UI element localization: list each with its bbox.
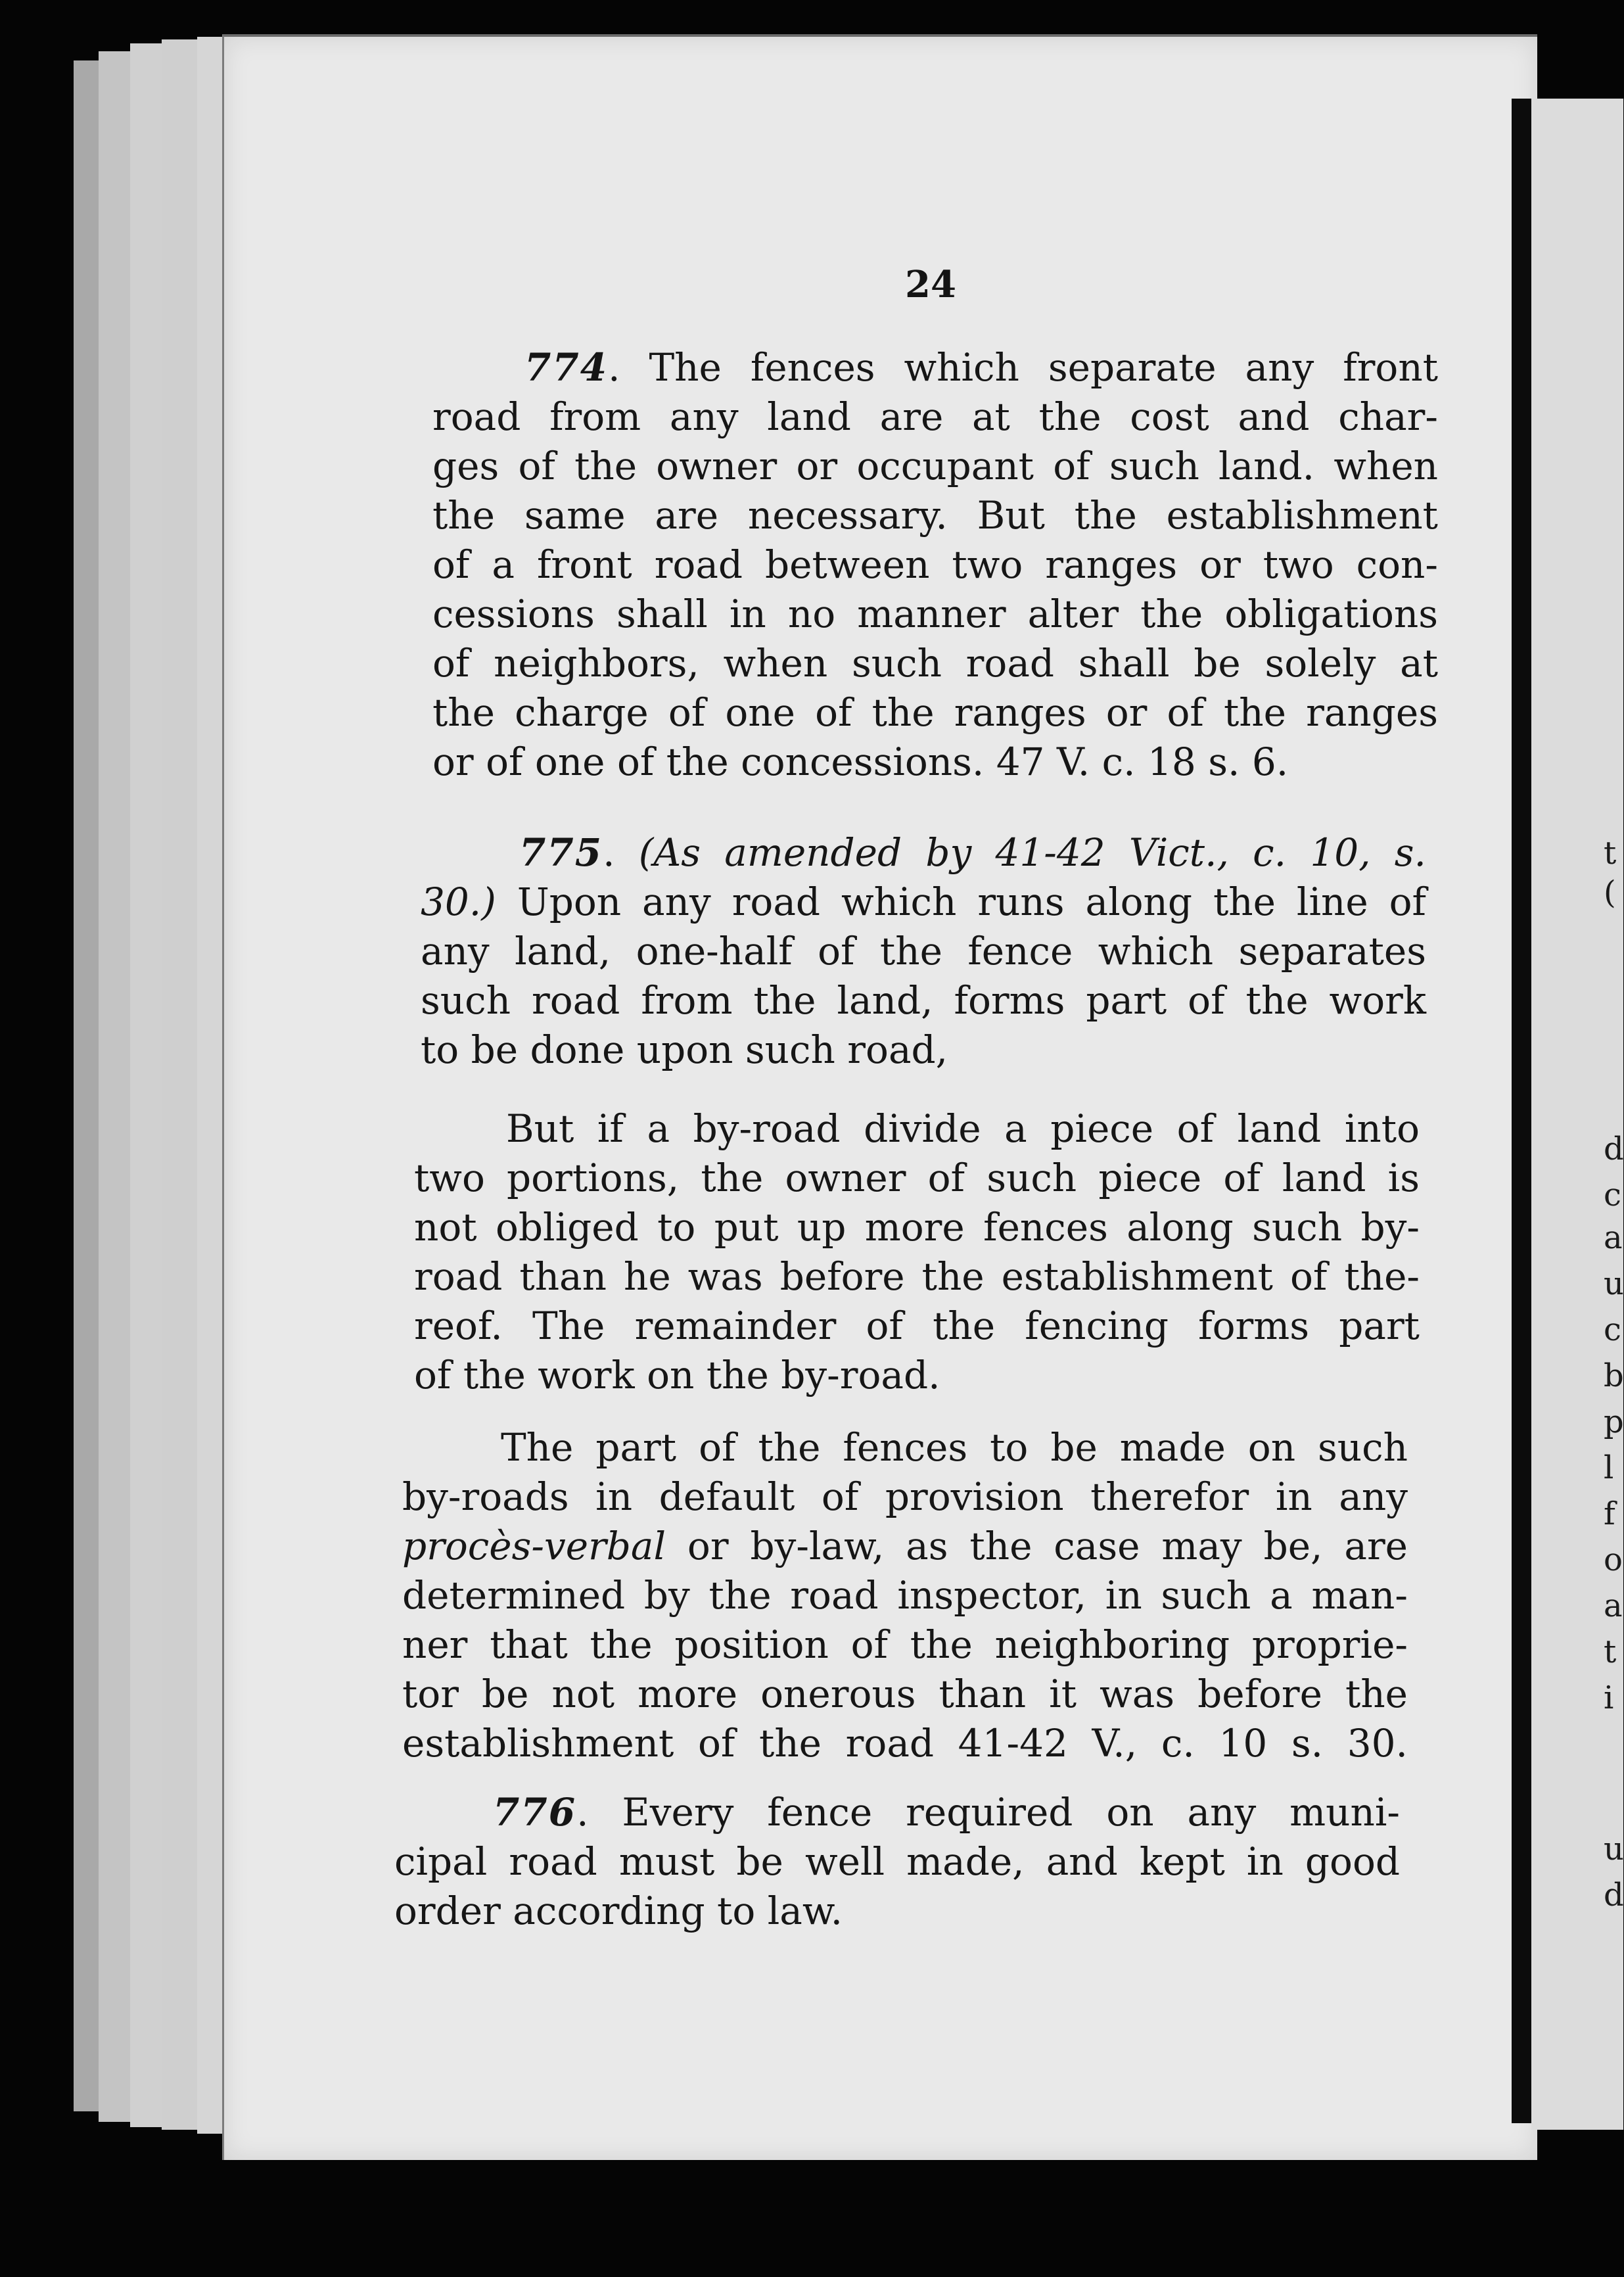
facing-page-fragment: u — [1604, 1265, 1624, 1302]
text-line: cipal road must be well made, and kept in good — [394, 1839, 1400, 1884]
text-line: by-roads in default of provision therefor in any — [402, 1474, 1408, 1519]
facing-page-fragment: t — [1604, 1633, 1617, 1670]
facing-page-fragment: a — [1604, 1219, 1623, 1256]
text-line: of neighbors, when such road shall be solely at — [432, 641, 1438, 686]
facing-page-fragment: l — [1604, 1449, 1614, 1486]
text-line: 774. The fences which separate any front — [524, 345, 1438, 390]
text-line: 775. (As amended by 41-42 Vict., c. 10, s. — [519, 830, 1426, 875]
section-number: 775 — [519, 830, 603, 875]
paragraph-inspector — [402, 1423, 1408, 1768]
amendment-note: (As amended by 41-42 Vict., c. 10, s. — [638, 830, 1426, 875]
facing-page-fragment: ( — [1604, 874, 1616, 911]
text-line: procès-verbal or by-law, as the case may be, are — [402, 1524, 1408, 1568]
text-line: The part of the fences to be made on such — [501, 1425, 1408, 1470]
text-line: the same are necessary. But the establishment — [432, 493, 1438, 538]
text-line: ner that the position of the neighboring proprie- — [402, 1622, 1408, 1667]
page-number: 24 — [905, 263, 956, 306]
text-line: tor be not more onerous than it was before the — [402, 1672, 1408, 1716]
facing-page-fragment: d — [1604, 1131, 1624, 1167]
facing-page-fragment: u — [1604, 1831, 1624, 1867]
text-line: such road from the land, forms part of the work — [421, 978, 1426, 1023]
section-774-body — [432, 392, 1438, 787]
text-line: of a front road between two ranges or two con- — [432, 542, 1438, 587]
facing-page-fragment: d — [1604, 1877, 1624, 1913]
section-number: 776 — [493, 1790, 577, 1835]
facing-page-fragment: f — [1604, 1495, 1615, 1532]
text-line: But if a by-road divide a piece of land into — [506, 1106, 1420, 1151]
facing-page-fragment: c — [1604, 1177, 1621, 1213]
text-line: two portions, the owner of such piece of land is — [414, 1156, 1420, 1200]
text-line: 30.) Upon any road which runs along the line of — [421, 880, 1427, 924]
text-line: the charge of one of the ranges or of the ranges — [432, 690, 1438, 735]
text-line: or of one of the concessions. 47 V. c. 18 s. 6. — [432, 739, 1289, 784]
text-line: order according to law. — [394, 1889, 843, 1933]
facing-page-fragment: o — [1604, 1541, 1623, 1578]
paragraph-byroad — [414, 1104, 1420, 1400]
facing-page-fragment: c — [1604, 1311, 1621, 1348]
section-776 — [394, 1788, 1400, 1936]
facing-page-sliver — [1531, 99, 1623, 2130]
text-line: reof. The remainder of the fencing forms part — [414, 1303, 1420, 1348]
text-line: road from any land are at the cost and char- — [432, 394, 1438, 439]
text-line: to be done upon such road, — [421, 1027, 948, 1072]
book-gutter — [1512, 99, 1531, 2123]
section-775 — [421, 828, 1426, 1075]
text-line: road than he was before the establishment of the- — [414, 1254, 1420, 1299]
text-line: cessions shall in no manner alter the obligations — [432, 592, 1438, 636]
text-line: any land, one-half of the fence which separates — [421, 929, 1426, 974]
facing-page-fragment: t — [1604, 835, 1617, 872]
text-line: 776. Every fence required on any muni- — [493, 1790, 1400, 1835]
text-line: not obliged to put up more fences along such by- — [414, 1205, 1420, 1250]
text-line: ges of the owner or occupant of such land. when — [432, 444, 1438, 488]
section-774 — [426, 343, 1438, 392]
text-line: determined by the road inspector, in such a man- — [402, 1573, 1408, 1618]
facing-page-fragment: a — [1604, 1587, 1623, 1624]
facing-page-fragment: i — [1604, 1679, 1614, 1716]
facing-page-fragment: b — [1604, 1357, 1624, 1394]
section-number: 774 — [524, 345, 609, 390]
italic-term: procès-verbal — [402, 1524, 666, 1568]
facing-page-fragment: p — [1604, 1403, 1624, 1440]
text-line: establishment of the road 41-42 V., c. 10 s. 30. — [402, 1721, 1408, 1766]
text-line: of the work on the by-road. — [414, 1353, 940, 1397]
